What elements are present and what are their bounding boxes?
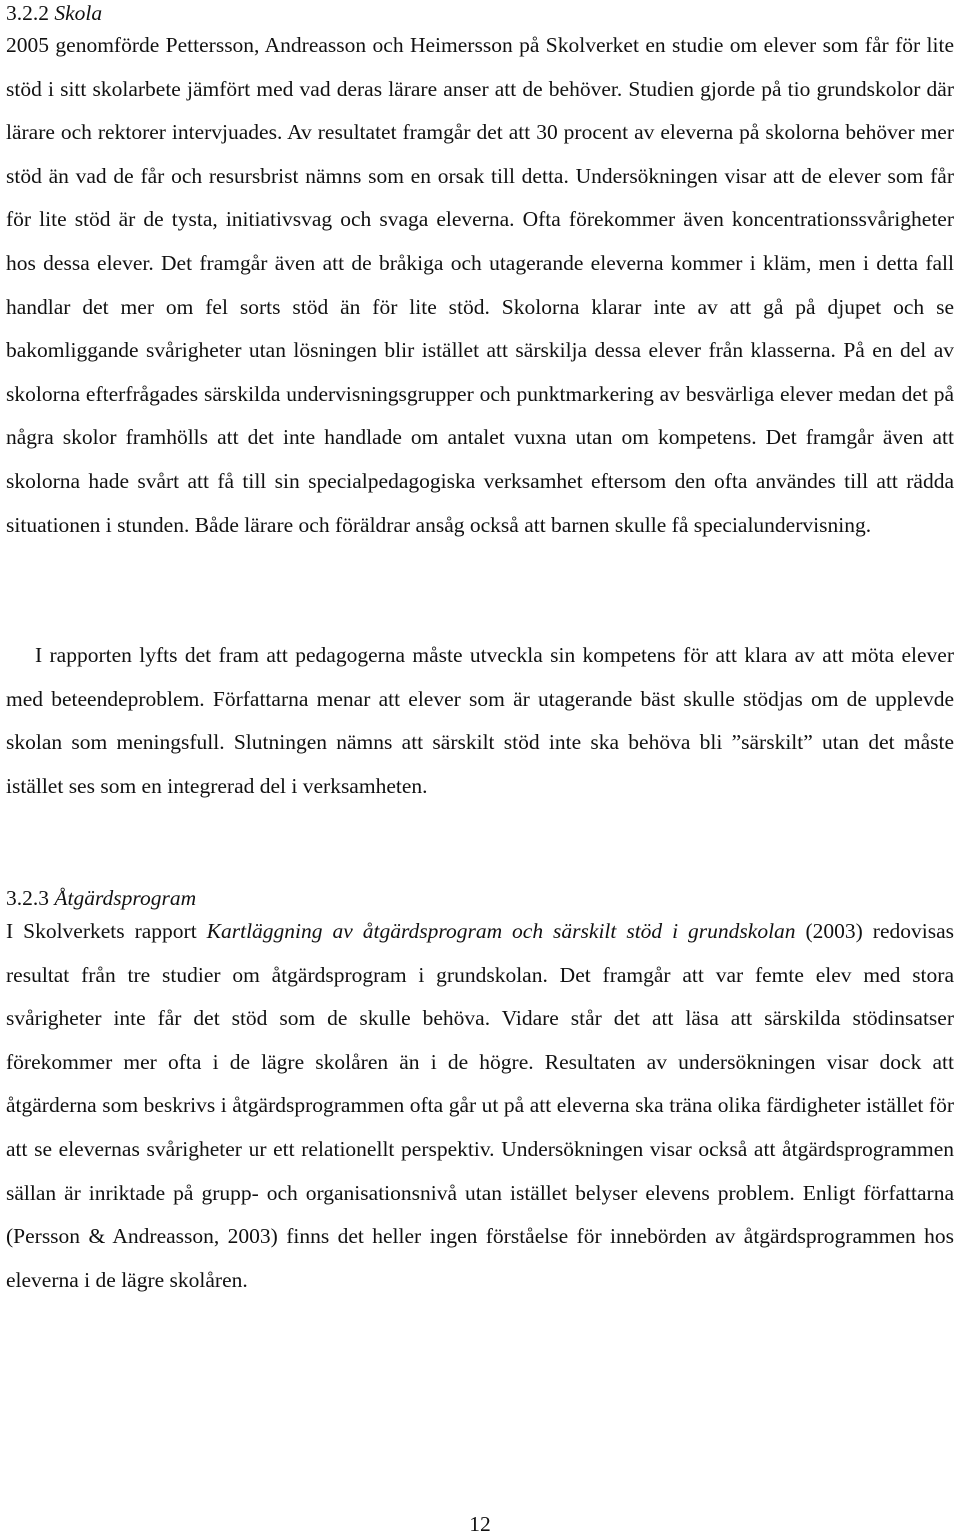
paragraph-skola-1: 2005 genomförde Pettersson, Andreasson och Heimersson på Skolverket en studie om elever som får för lite stöd i sitt skolarbete jämfört med vad deras lärare anser att de behöver. Studien gjorde på tio grundskolor där lärare och rektorer intervjuades. Av resultatet framgår det att 30 procent av eleverna på skolorna behöver mer stöd än vad de får och resursbrist nämns som en orsak till detta. Undersökningen visar att de elever som får för lite stöd är de tysta, initiativsvag och svaga eleverna. Ofta förekommer även koncentrationssvårigheter hos dessa elever. Det framgår även att de bråkiga och utagerande eleverna kommer i kläm, men i detta fall handlar det mer om fel sorts stöd än för lite stöd. Skolorna klarar inte av att gå på djupet och se bakomliggande svårigheter utan lösningen blir istället att särskilja dessa elever från klasserna. På en del av skolorna efterfrågades särskilda undervisningsgrupper och punktmarkering av besvärliga elever medan det på några skolor framhölls att det inte handlade om antalet vuxna utan om kompetens. Det framgår även att skolorna hade svårt att få till sin specialpedagogiska verksamhet eftersom den ofta användes till att rädda situationen i stunden. Både lärare och föräldrar ansåg också att barnen skulle få specialundervisning. (6, 33, 954, 537)
section-heading-atgardsprogram (6, 885, 196, 911)
page-number: 12 (469, 1512, 491, 1536)
section-heading-skola (6, 0, 102, 26)
paragraph-lead: I Skolverkets rapport (6, 919, 207, 943)
section-title: Skola (54, 1, 103, 25)
section-number: 3.2.3 (6, 886, 49, 910)
section-title: Åtgärdsprogram (54, 886, 197, 910)
section-number: 3.2.2 (6, 1, 49, 25)
paragraph-rest: (2003) redovisas resultat från tre studier om åtgärdsprogram i grundskolan. Det framgår att var femte elev med stora svårigheter inte får det stöd som de skulle behöva. Vidare står det att läsa att särskilda stödinsatser förekommer mer ofta i de lägre skolåren än i de högre. Resultaten av undersökningen visar dock att åtgärderna som beskrivs i åtgärdsprogrammen ofta går ut på att eleverna ska träna olika färdigheter istället för att se elevernas svårigheter ur ett relationellt perspektiv. Undersökningen visar också att åtgärdsprogrammen sällan är inriktade på grupp- och organisationsnivå utan istället belyser elevens problem. Enligt författarna (Persson & Andreasson, 2003) finns det heller ingen förståelse för innebörden av åtgärdsprogrammen hos eleverna i de lägre skolåren. (6, 919, 954, 1292)
report-title: Kartläggning av åtgärdsprogram och särskilt stöd i grundskolan (206, 919, 796, 943)
paragraph-atgardsprogram (6, 910, 954, 1302)
paragraph-skola-2: I rapporten lyfts det fram att pedagogerna måste utveckla sin kompetens för att klara av att möta elever med beteendeproblem. Författarna menar att elever som är utagerande bäst skulle stödjas om de upplevde skolan som meningsfull. Slutningen nämns att särskilt stöd inte ska behöva bli ”särskilt” utan det måste istället ses som en integrerad del i verksamheten. (6, 643, 954, 798)
